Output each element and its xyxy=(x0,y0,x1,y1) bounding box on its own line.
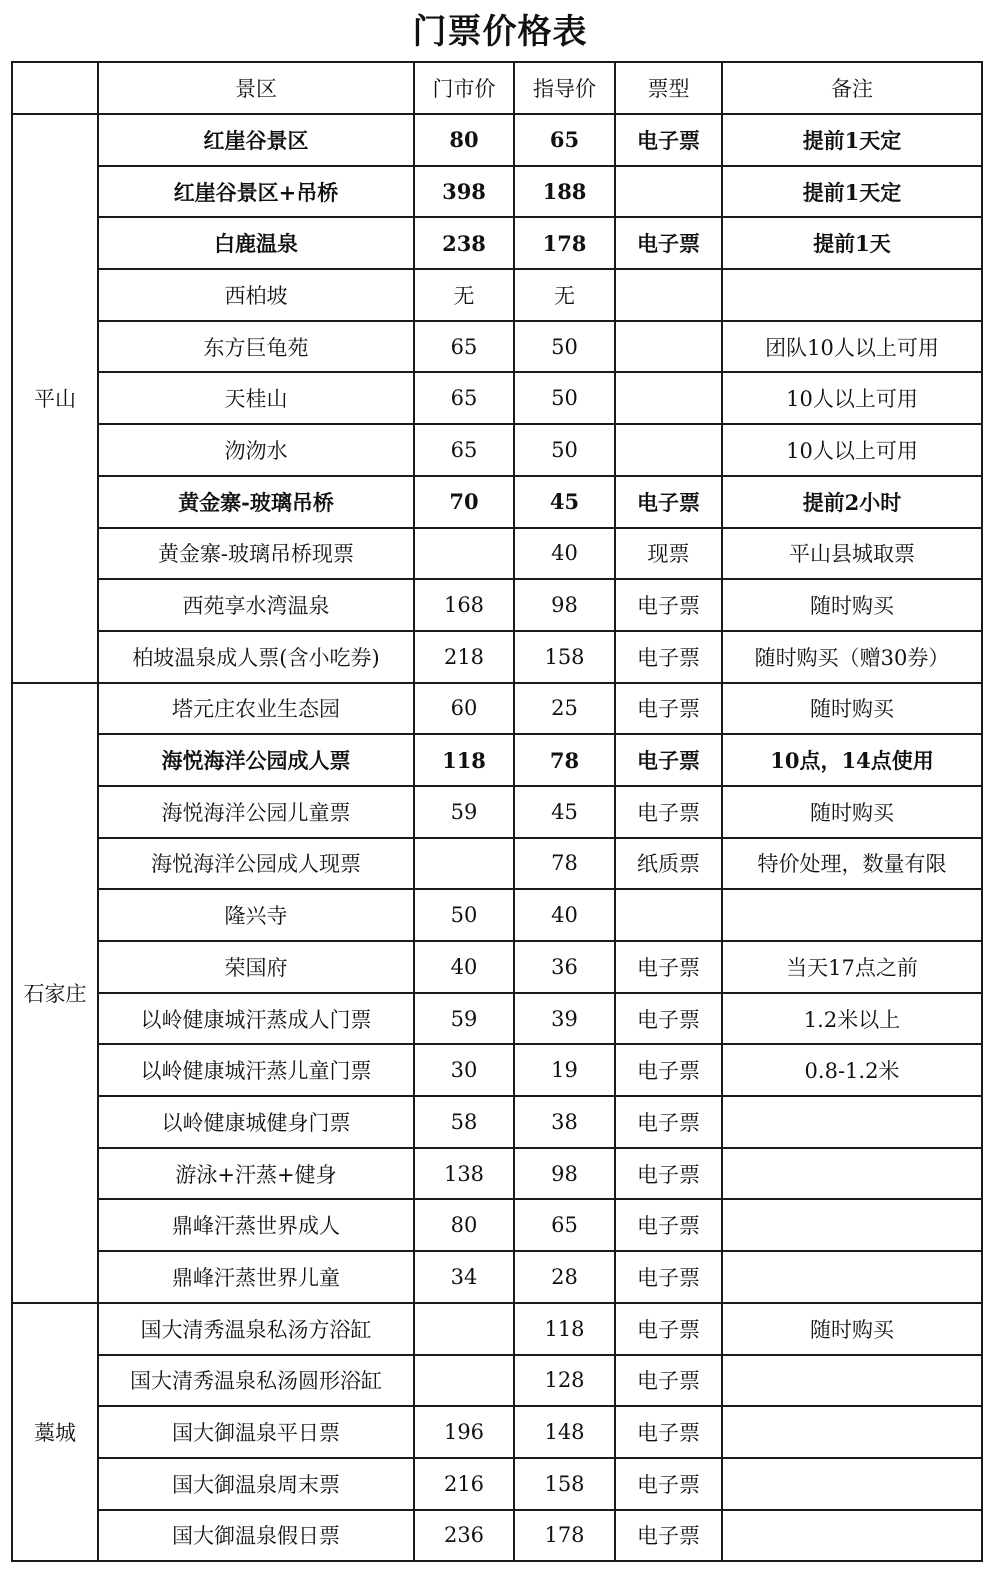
guide-price-cell: 118 xyxy=(514,1303,615,1355)
market-price-cell: 138 xyxy=(414,1148,514,1200)
spot-cell: 国大御温泉平日票 xyxy=(98,1406,414,1458)
market-price-cell xyxy=(414,1303,514,1355)
market-price-cell: 80 xyxy=(414,1199,514,1251)
ticket-type-cell: 电子票 xyxy=(615,1044,722,1096)
guide-price-cell: 98 xyxy=(514,1148,615,1200)
note-cell: 特价处理，数量有限 xyxy=(722,838,982,890)
spot-cell: 以岭健康城汗蒸成人门票 xyxy=(98,993,414,1045)
market-price-cell: 65 xyxy=(414,321,514,373)
spot-cell: 国大御温泉假日票 xyxy=(98,1510,414,1562)
ticket-type-cell: 电子票 xyxy=(615,1510,722,1562)
guide-price-cell: 28 xyxy=(514,1251,615,1303)
guide-price-cell: 78 xyxy=(514,734,615,786)
table-row xyxy=(12,838,982,890)
guide-price-cell: 148 xyxy=(514,1406,615,1458)
note-cell xyxy=(722,1458,982,1510)
ticket-type-cell: 电子票 xyxy=(615,217,722,269)
table-row xyxy=(12,993,982,1045)
table-row xyxy=(12,1458,982,1510)
table-row xyxy=(12,528,982,580)
market-price-cell xyxy=(414,528,514,580)
note-cell: 随时购买 xyxy=(722,1303,982,1355)
note-cell xyxy=(722,1096,982,1148)
ticket-type-cell: 电子票 xyxy=(615,476,722,528)
spot-cell: 游泳+汗蒸+健身 xyxy=(98,1148,414,1200)
table-row xyxy=(12,786,982,838)
ticket-type-cell: 电子票 xyxy=(615,114,722,166)
market-price-cell: 80 xyxy=(414,114,514,166)
market-price-cell: 65 xyxy=(414,372,514,424)
spot-cell: 塔元庄农业生态园 xyxy=(98,683,414,735)
header-spot: 景区 xyxy=(98,62,414,114)
guide-price-cell: 98 xyxy=(514,579,615,631)
ticket-type-cell: 纸质票 xyxy=(615,838,722,890)
guide-price-cell: 158 xyxy=(514,1458,615,1510)
market-price-cell: 30 xyxy=(414,1044,514,1096)
table-row xyxy=(12,579,982,631)
ticket-type-cell: 电子票 xyxy=(615,786,722,838)
ticket-type-cell: 电子票 xyxy=(615,1096,722,1148)
market-price-cell: 218 xyxy=(414,631,514,683)
spot-cell: 沕沕水 xyxy=(98,424,414,476)
table-row xyxy=(12,1251,982,1303)
table-row xyxy=(12,1406,982,1458)
note-cell: 10点，14点使用 xyxy=(722,734,982,786)
table-row xyxy=(12,889,982,941)
guide-price-cell: 50 xyxy=(514,424,615,476)
spot-cell: 西柏坡 xyxy=(98,269,414,321)
note-cell xyxy=(722,1355,982,1407)
spot-cell: 以岭健康城健身门票 xyxy=(98,1096,414,1148)
guide-price-cell: 45 xyxy=(514,786,615,838)
table-body xyxy=(12,114,982,1561)
note-cell: 提前1天定 xyxy=(722,114,982,166)
table-row xyxy=(12,1044,982,1096)
guide-price-cell: 78 xyxy=(514,838,615,890)
table-row xyxy=(12,1096,982,1148)
table-row xyxy=(12,683,982,735)
market-price-cell: 58 xyxy=(414,1096,514,1148)
note-cell: 1.2米以上 xyxy=(722,993,982,1045)
market-price-cell xyxy=(414,1355,514,1407)
table-header xyxy=(12,62,982,114)
guide-price-cell: 39 xyxy=(514,993,615,1045)
spot-cell: 荣国府 xyxy=(98,941,414,993)
note-cell xyxy=(722,1199,982,1251)
table-row xyxy=(12,941,982,993)
guide-price-cell: 128 xyxy=(514,1355,615,1407)
ticket-price-table xyxy=(11,61,983,1562)
note-cell: 当天17点之前 xyxy=(722,941,982,993)
spot-cell: 黄金寨-玻璃吊桥现票 xyxy=(98,528,414,580)
market-price-cell: 65 xyxy=(414,424,514,476)
spot-cell: 海悦海洋公园儿童票 xyxy=(98,786,414,838)
guide-price-cell: 25 xyxy=(514,683,615,735)
header-guide-price: 指导价 xyxy=(514,62,615,114)
ticket-type-cell: 电子票 xyxy=(615,941,722,993)
ticket-type-cell xyxy=(615,372,722,424)
ticket-type-cell: 电子票 xyxy=(615,1303,722,1355)
spot-cell: 西苑享水湾温泉 xyxy=(98,579,414,631)
table-row xyxy=(12,1148,982,1200)
table-row xyxy=(12,217,982,269)
note-cell: 0.8-1.2米 xyxy=(722,1044,982,1096)
header-region xyxy=(12,62,98,114)
table-row xyxy=(12,631,982,683)
note-cell xyxy=(722,1148,982,1200)
table-row xyxy=(12,372,982,424)
guide-price-cell: 65 xyxy=(514,114,615,166)
note-cell: 10人以上可用 xyxy=(722,372,982,424)
table-row xyxy=(12,1510,982,1562)
ticket-type-cell: 电子票 xyxy=(615,631,722,683)
market-price-cell: 40 xyxy=(414,941,514,993)
guide-price-cell: 50 xyxy=(514,321,615,373)
guide-price-cell: 40 xyxy=(514,528,615,580)
market-price-cell: 398 xyxy=(414,166,514,218)
ticket-type-cell: 电子票 xyxy=(615,1458,722,1510)
guide-price-cell: 65 xyxy=(514,1199,615,1251)
note-cell xyxy=(722,269,982,321)
header-market-price: 门市价 xyxy=(414,62,514,114)
market-price-cell xyxy=(414,838,514,890)
spot-cell: 海悦海洋公园成人现票 xyxy=(98,838,414,890)
ticket-type-cell: 电子票 xyxy=(615,993,722,1045)
table-row xyxy=(12,269,982,321)
spot-cell: 国大清秀温泉私汤圆形浴缸 xyxy=(98,1355,414,1407)
spot-cell: 白鹿温泉 xyxy=(98,217,414,269)
ticket-type-cell: 现票 xyxy=(615,528,722,580)
note-cell xyxy=(722,1510,982,1562)
note-cell xyxy=(722,889,982,941)
ticket-type-cell: 电子票 xyxy=(615,1251,722,1303)
ticket-type-cell: 电子票 xyxy=(615,734,722,786)
spot-cell: 红崖谷景区 xyxy=(98,114,414,166)
table-row xyxy=(12,114,982,166)
table-row xyxy=(12,1303,982,1355)
market-price-cell: 216 xyxy=(414,1458,514,1510)
ticket-type-cell: 电子票 xyxy=(615,1406,722,1458)
spot-cell: 海悦海洋公园成人票 xyxy=(98,734,414,786)
table-row xyxy=(12,166,982,218)
region-cell: 平山 xyxy=(12,114,98,683)
note-cell: 提前1天 xyxy=(722,217,982,269)
market-price-cell: 59 xyxy=(414,993,514,1045)
note-cell xyxy=(722,1406,982,1458)
spot-cell: 国大清秀温泉私汤方浴缸 xyxy=(98,1303,414,1355)
guide-price-cell: 178 xyxy=(514,1510,615,1562)
note-cell: 随时购买 xyxy=(722,579,982,631)
note-cell: 随时购买 xyxy=(722,683,982,735)
note-cell: 提前1天定 xyxy=(722,166,982,218)
market-price-cell: 59 xyxy=(414,786,514,838)
spot-cell: 红崖谷景区+吊桥 xyxy=(98,166,414,218)
ticket-type-cell xyxy=(615,321,722,373)
market-price-cell: 无 xyxy=(414,269,514,321)
table-row xyxy=(12,1199,982,1251)
guide-price-cell: 无 xyxy=(514,269,615,321)
spot-cell: 黄金寨-玻璃吊桥 xyxy=(98,476,414,528)
table-row xyxy=(12,321,982,373)
market-price-cell: 50 xyxy=(414,889,514,941)
market-price-cell: 60 xyxy=(414,683,514,735)
header-note: 备注 xyxy=(722,62,982,114)
note-cell: 平山县城取票 xyxy=(722,528,982,580)
guide-price-cell: 178 xyxy=(514,217,615,269)
market-price-cell: 238 xyxy=(414,217,514,269)
note-cell: 团队10人以上可用 xyxy=(722,321,982,373)
page-title: 门票价格表 xyxy=(412,12,588,52)
note-cell: 随时购买 xyxy=(722,786,982,838)
market-price-cell: 196 xyxy=(414,1406,514,1458)
market-price-cell: 236 xyxy=(414,1510,514,1562)
ticket-type-cell xyxy=(615,166,722,218)
market-price-cell: 118 xyxy=(414,734,514,786)
market-price-cell: 168 xyxy=(414,579,514,631)
ticket-type-cell xyxy=(615,889,722,941)
market-price-cell: 70 xyxy=(414,476,514,528)
ticket-type-cell: 电子票 xyxy=(615,1199,722,1251)
spot-cell: 东方巨龟苑 xyxy=(98,321,414,373)
market-price-cell: 34 xyxy=(414,1251,514,1303)
table-row xyxy=(12,734,982,786)
spot-cell: 柏坡温泉成人票(含小吃券) xyxy=(98,631,414,683)
region-cell: 石家庄 xyxy=(12,683,98,1303)
table-row xyxy=(12,1355,982,1407)
table-row xyxy=(12,476,982,528)
ticket-type-cell xyxy=(615,269,722,321)
guide-price-cell: 50 xyxy=(514,372,615,424)
spot-cell: 鼎峰汗蒸世界成人 xyxy=(98,1199,414,1251)
ticket-type-cell: 电子票 xyxy=(615,579,722,631)
guide-price-cell: 45 xyxy=(514,476,615,528)
guide-price-cell: 38 xyxy=(514,1096,615,1148)
guide-price-cell: 40 xyxy=(514,889,615,941)
ticket-type-cell: 电子票 xyxy=(615,683,722,735)
guide-price-cell: 158 xyxy=(514,631,615,683)
header-ticket-type: 票型 xyxy=(615,62,722,114)
guide-price-cell: 188 xyxy=(514,166,615,218)
spot-cell: 国大御温泉周末票 xyxy=(98,1458,414,1510)
ticket-type-cell xyxy=(615,424,722,476)
region-cell: 藁城 xyxy=(12,1303,98,1561)
guide-price-cell: 19 xyxy=(514,1044,615,1096)
header-row xyxy=(12,62,982,114)
table-row xyxy=(12,424,982,476)
ticket-type-cell: 电子票 xyxy=(615,1148,722,1200)
spot-cell: 隆兴寺 xyxy=(98,889,414,941)
note-cell: 随时购买（赠30券） xyxy=(722,631,982,683)
ticket-type-cell: 电子票 xyxy=(615,1355,722,1407)
spot-cell: 天桂山 xyxy=(98,372,414,424)
note-cell: 提前2小时 xyxy=(722,476,982,528)
note-cell: 10人以上可用 xyxy=(722,424,982,476)
spot-cell: 鼎峰汗蒸世界儿童 xyxy=(98,1251,414,1303)
spot-cell: 以岭健康城汗蒸儿童门票 xyxy=(98,1044,414,1096)
note-cell xyxy=(722,1251,982,1303)
guide-price-cell: 36 xyxy=(514,941,615,993)
